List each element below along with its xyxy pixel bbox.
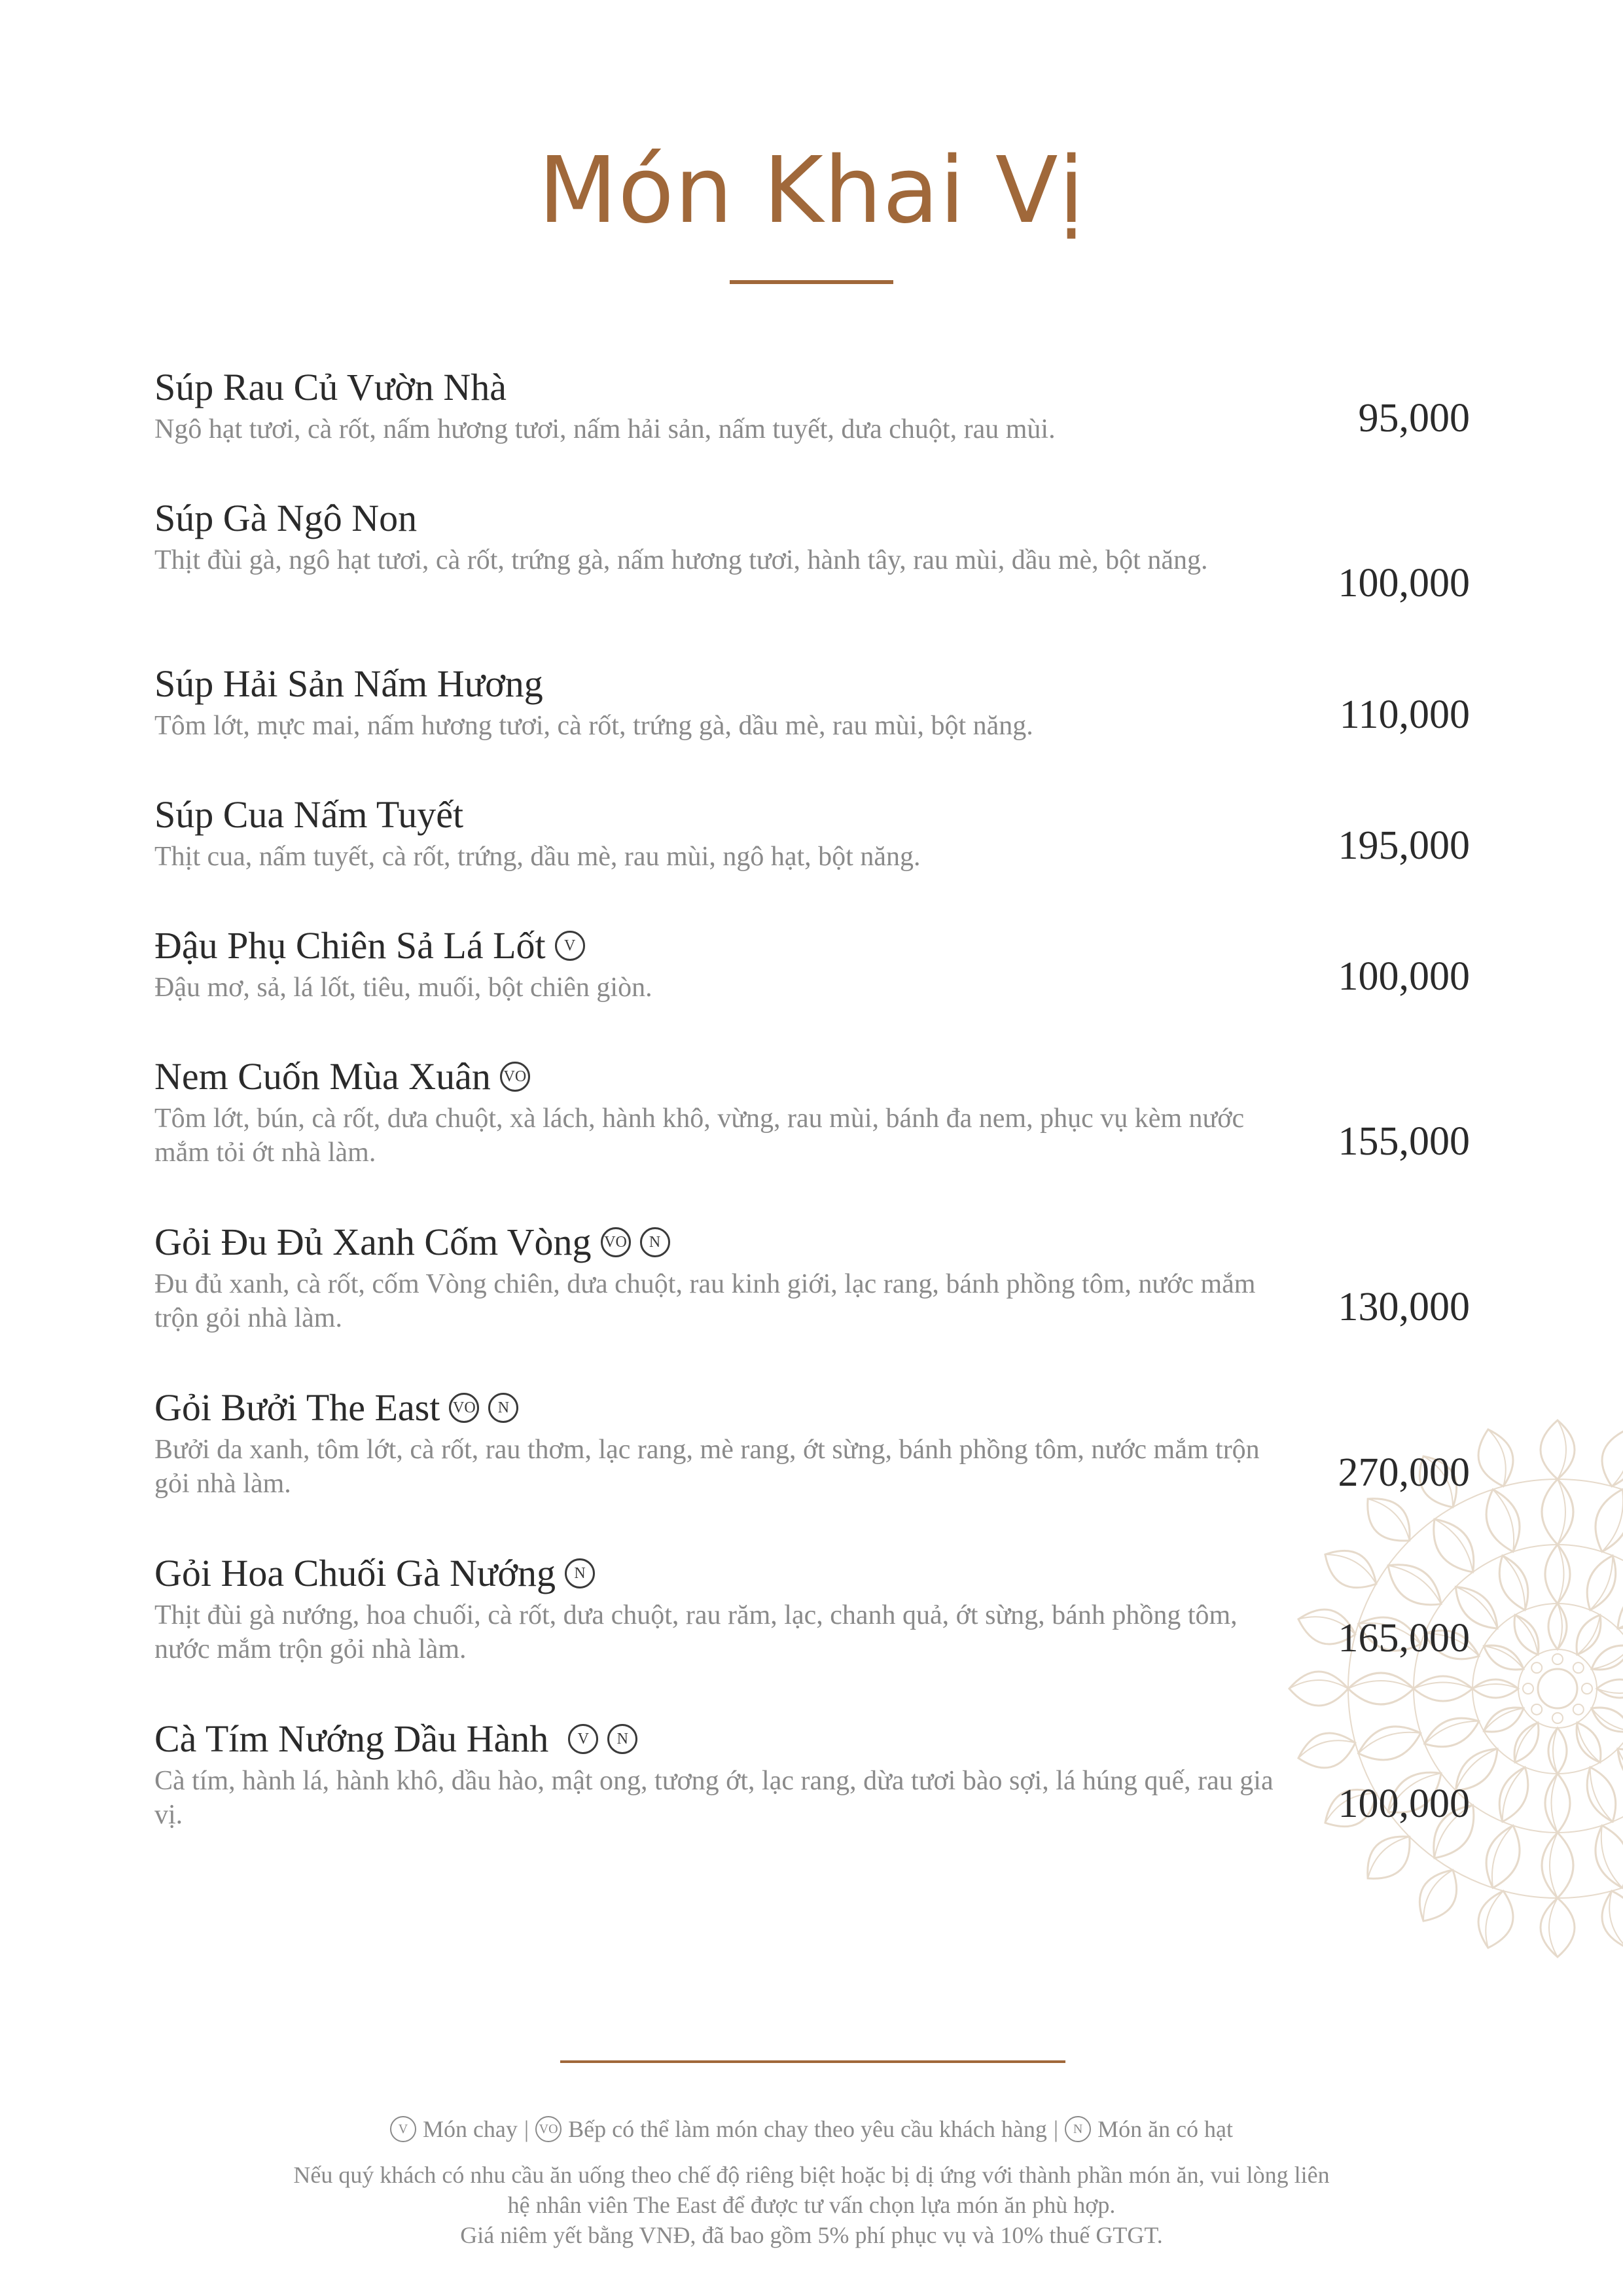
vegetarian-option-badge-icon: VO: [535, 2116, 562, 2142]
nuts-badge-icon: N: [488, 1393, 518, 1423]
item-price: 155,000: [1338, 1119, 1470, 1164]
item-description: Bưởi da xanh, tôm lớt, cà rốt, rau thơm, lạc rang, mè rang, ớt sừng, bánh phồng tôm, nước mắm trộn gỏi nhà làm.: [154, 1434, 1260, 1499]
item-price: 130,000: [1338, 1285, 1470, 1329]
menu-item: [154, 925, 1470, 1005]
item-price: 110,000: [1339, 692, 1470, 737]
legend-separator: |: [524, 2116, 529, 2142]
item-description: Tôm lớt, mực mai, nấm hương tươi, cà rốt, trứng gà, dầu mè, rau mùi, bột năng.: [154, 710, 1033, 741]
title-divider: [730, 280, 893, 284]
item-description: Đu đủ xanh, cà rốt, cốm Vòng chiên, dưa chuột, rau kinh giới, lạc rang, bánh phồng tôm, nước mắm trộn gỏi nhà làm.: [154, 1268, 1256, 1333]
item-description: Đậu mơ, sả, lá lốt, tiêu, muối, bột chiên giòn.: [154, 972, 652, 1003]
item-name: Súp Cua Nấm Tuyết: [154, 793, 464, 836]
item-price: 195,000: [1338, 823, 1470, 868]
item-price: 270,000: [1338, 1450, 1470, 1495]
nuts-badge-icon: N: [1065, 2116, 1091, 2142]
vegetarian-option-badge-icon: VO: [601, 1227, 631, 1257]
legend: [0, 2115, 1623, 2143]
nuts-badge-icon: N: [640, 1227, 670, 1257]
nuts-badge-icon: N: [565, 1558, 595, 1588]
menu-item: [154, 1387, 1470, 1501]
allergy-note: hệ nhân viên The East để được tư vấn chọn lựa món ăn phù hợp.: [507, 2192, 1116, 2218]
item-name: Súp Gà Ngô Non: [154, 497, 418, 539]
legend-vegetarian-option-label: Bếp có thể làm món chay theo yêu cầu khách hàng: [568, 2116, 1047, 2142]
menu-item: [154, 367, 1470, 446]
menu-item: [154, 1552, 1470, 1666]
vegetarian-badge-icon: V: [555, 931, 585, 961]
legend-vegetarian-label: Món chay: [422, 2116, 518, 2142]
item-description: Ngô hạt tươi, cà rốt, nấm hương tươi, nấm hải sản, nấm tuyết, dưa chuột, rau mùi.: [154, 414, 1056, 444]
menu-item: [154, 794, 1470, 874]
item-description: Tôm lớt, bún, cà rốt, dưa chuột, xà lách, hành khô, vừng, rau mùi, bánh đa nem, phục vụ kèm nước mắm tỏi ớt nhà làm.: [154, 1103, 1245, 1168]
vegetarian-badge-icon: V: [390, 2116, 416, 2142]
allergy-note: Nếu quý khách có nhu cầu ăn uống theo chế độ riêng biệt hoặc bị dị ứng với thành phần món ăn, vui lòng liên: [293, 2162, 1330, 2188]
page-title: Món Khai Vị: [538, 137, 1085, 244]
item-description: Cà tím, hành lá, hành khô, dầu hào, mật ong, tương ớt, lạc rang, dừa tươi bào sợi, lá húng quế, rau gia vị.: [154, 1765, 1274, 1830]
legend-separator: |: [1053, 2116, 1059, 2142]
item-name: Súp Hải Sản Nấm Hương: [154, 662, 543, 705]
item-name: Đậu Phụ Chiên Sả Lá Lốt: [154, 924, 546, 967]
menu-item: [154, 1056, 1470, 1170]
vegetarian-option-badge-icon: VO: [449, 1393, 479, 1423]
menu-item: [154, 1221, 1470, 1335]
item-name: Gỏi Bưởi The East: [154, 1386, 440, 1429]
item-price: 100,000: [1338, 954, 1470, 999]
price-note: Giá niêm yết bằng VNĐ, đã bao gồm 5% phí phục vụ và 10% thuế GTGT.: [460, 2222, 1163, 2248]
vegetarian-badge-icon: V: [568, 1724, 598, 1754]
vegetarian-option-badge-icon: VO: [500, 1062, 530, 1092]
nuts-badge-icon: N: [607, 1724, 637, 1754]
item-price: 100,000: [1338, 1782, 1470, 1826]
item-name: Nem Cuốn Mùa Xuân: [154, 1055, 491, 1098]
legend-nuts-label: Món ăn có hạt: [1097, 2116, 1234, 2142]
item-name: Gỏi Đu Đủ Xanh Cốm Vòng: [154, 1221, 592, 1263]
item-name: Súp Rau Củ Vườn Nhà: [154, 366, 507, 408]
menu-item: [154, 1718, 1470, 1832]
footer-divider: [560, 2060, 1065, 2063]
menu-item: [154, 663, 1470, 743]
item-price: 165,000: [1338, 1616, 1470, 1660]
item-description: Thịt cua, nấm tuyết, cà rốt, trứng, dầu mè, rau mùi, ngô hạt, bột năng.: [154, 841, 921, 872]
item-name: Gỏi Hoa Chuối Gà Nướng: [154, 1552, 556, 1594]
menu-item: [154, 497, 1470, 605]
item-description: Thịt đùi gà nướng, hoa chuối, cà rốt, dưa chuột, rau răm, lạc, chanh quả, ớt sừng, bánh phồng tôm, nước mắm trộn gỏi nhà làm.: [154, 1600, 1238, 1664]
item-name: Cà Tím Nướng Dầu Hành: [154, 1717, 549, 1760]
item-price: 100,000: [1338, 561, 1470, 605]
item-description: Thịt đùi gà, ngô hạt tươi, cà rốt, trứng gà, nấm hương tươi, hành tây, rau mùi, dầu mè, bột năng.: [154, 545, 1208, 575]
item-price: 95,000: [1358, 396, 1470, 440]
